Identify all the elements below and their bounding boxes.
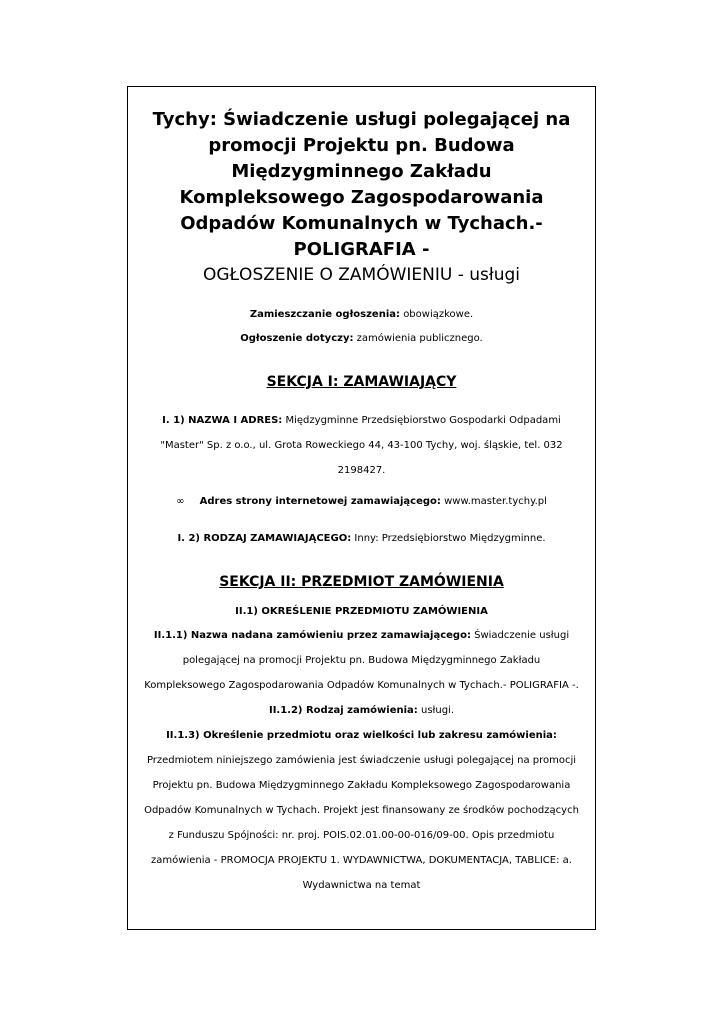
notice-placement [146,308,577,321]
type-value: Inny: Przedsiębiorstwo Międzygminne. [354,533,546,544]
infinity-bullet-icon: ∞ [176,496,185,507]
document-title: Tychy: Świadczenie usługi polegającej na promocji Projektu pn. Budowa Międzygminnego Zakładu Kompleksowego Zagospodarowania Odpadów Komunalnych w Tychach.- POLIGRAFIA - [152,109,571,260]
notice-placement-value: obowiązkowe. [403,309,474,320]
section-1-heading: SEKCJA I: ZAMAWIAJĄCY [266,374,457,390]
order-name [142,623,581,698]
order-kind-label: II.1.2) Rodzaj zamówienia: [268,705,418,716]
section-2-heading: SEKCJA II: PRZEDMIOT ZAMÓWIENIA [219,574,504,590]
notice-placement-label: Zamieszczanie ogłoszenia: [249,309,400,320]
section-1-type [146,532,577,545]
order-scope-label: II.1.3) Określenie przedmiotu oraz wielkości lub zakresu zamówienia: [166,730,557,741]
document-page [127,86,596,930]
name-address-value: Międzygminne Przedsiębiorstwo Gospodarki Odpadami "Master" Sp. z o.o., ul. Grota Roweckiego 44, 43-100 Tychy, woj. śląskie, tel. 032 2198427. [160,415,563,476]
order-kind-value: usługi. [420,705,455,716]
document-subtitle: OGŁOSZENIE O ZAMÓWIENIU - usługi [202,265,521,285]
notice-concerns-label: Ogłoszenie dotyczy: [240,333,354,344]
order-scope-value: Przedmiotem niniejszego zamówienia jest świadczenie usługi polegającej na promocji Projektu pn. Budowa Międzygminnego Zakładu Kompleksowego Zagospodarowania Odpadów Komunalnych w Tychach. Projekt jest finansowany ze środków pochodzących z Funduszu Spójności: nr. proj. POIS.02.01.00-00-016/09-00. Opis przedmiotu zamówienia - PROMOCJA PROJEKTU 1. WYDAWNICTWA, DOKUMENTACJA, TABLICE: a. Wydawnictwa na temat [144,755,579,891]
order-name-label: II.1.1) Nazwa nadana zamówieniu przez zamawiającego: [153,630,471,641]
name-address-label: I. 1) NAZWA I ADRES: [162,415,283,426]
website-link[interactable]: www.master.tychy.pl [444,496,547,507]
order-kind [142,698,581,723]
website-label: Adres strony internetowej zamawiającego: [199,496,441,507]
section-1-name-address [142,408,581,483]
type-label: I. 2) RODZAJ ZAMAWIAJĄCEGO: [177,533,352,544]
order-name-value: Świadczenie usługi polegającej na promocji Projektu pn. Budowa Międzygminnego Zakładu Kompleksowego Zagospodarowania Odpadów Komunalnych w Tychach.- POLIGRAFIA -. [144,630,579,691]
notice-concerns [146,332,577,345]
notice-concerns-value: zamówienia publicznego. [356,333,483,344]
section-2-subheading: II.1) OKREŚLENIE PRZEDMIOTU ZAMÓWIENIA [235,606,488,617]
order-scope [142,723,581,898]
website-row [128,495,595,508]
